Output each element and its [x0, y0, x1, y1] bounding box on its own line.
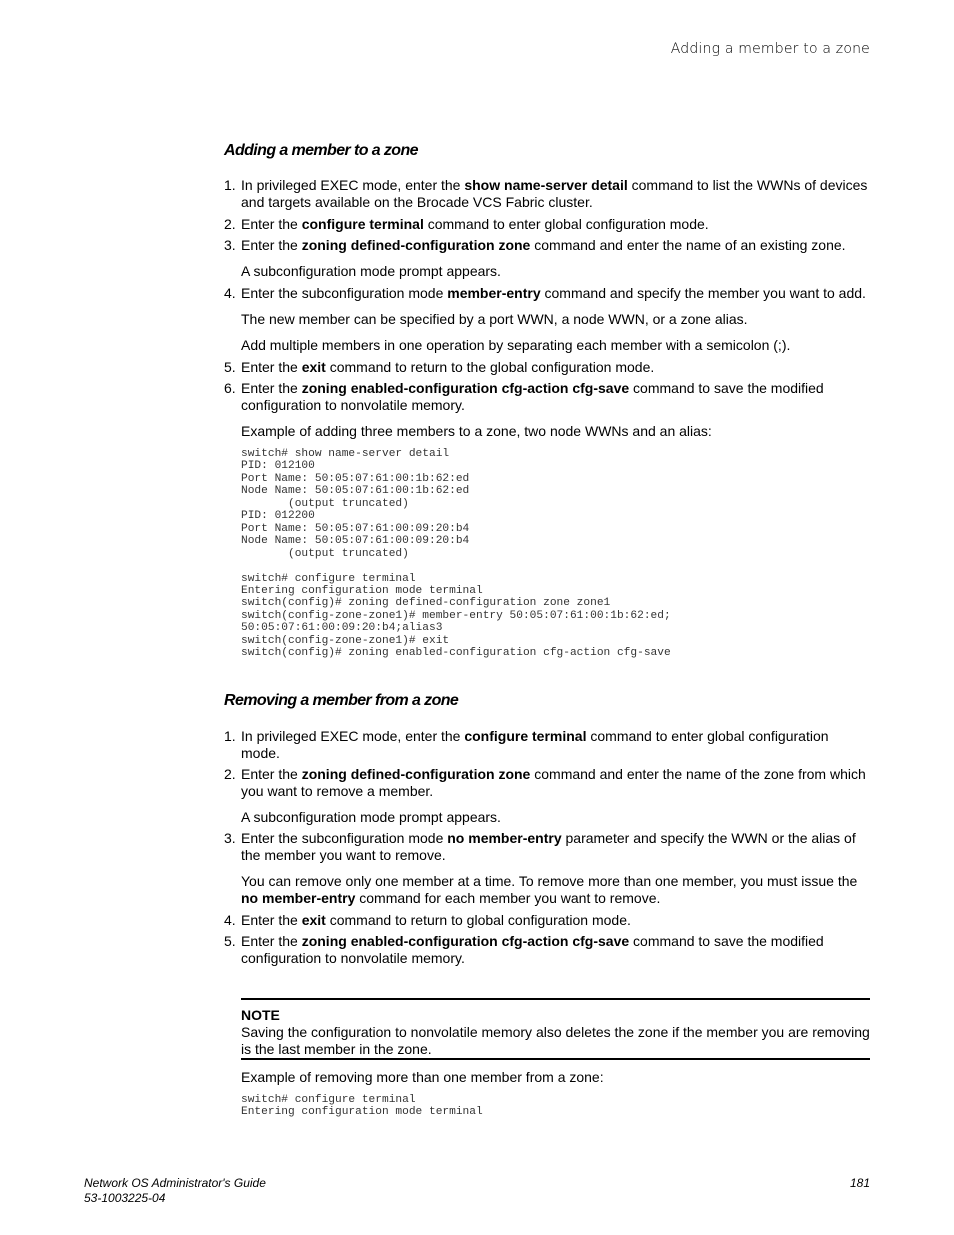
footer-doc-number: 53-1003225-04 — [84, 1191, 166, 1205]
note-title: NOTE — [241, 1007, 280, 1023]
step-text: Enter the — [241, 912, 302, 928]
step-number: 1. — [224, 177, 236, 193]
step-text: parameter and specify the WWN or the alias of the member you want to remove. — [241, 830, 856, 863]
section-heading-adding: Adding a member to a zone — [224, 142, 418, 159]
list-item — [224, 933, 870, 967]
step-text: command to return to the global configuration mode. — [325, 359, 655, 375]
list-item — [224, 237, 870, 254]
step-text: command to save the modified configuration to nonvolatile memory. — [241, 933, 824, 966]
step-text: Enter the — [241, 933, 302, 949]
step-number: 6. — [224, 380, 236, 396]
command-name: zoning defined-configuration zone — [301, 766, 531, 782]
step-number: 2. — [224, 766, 236, 782]
step-number: 2. — [224, 216, 236, 232]
step-number: 5. — [224, 359, 236, 375]
command-name: member-entry — [447, 285, 541, 301]
command-name: exit — [301, 359, 326, 375]
list-item — [224, 728, 870, 762]
list-item — [224, 912, 870, 929]
step-text: Enter the subconfiguration mode — [241, 285, 448, 301]
step-text: In privileged EXEC mode, enter the — [241, 728, 465, 744]
step-text: In privileged EXEC mode, enter the — [241, 177, 465, 193]
footer-doc-title: Network OS Administrator's Guide — [84, 1176, 266, 1190]
step-text: command and specify the member you want to add. — [540, 285, 866, 301]
step-number: 1. — [224, 728, 236, 744]
step-number: 5. — [224, 933, 236, 949]
section-heading-removing: Removing a member from a zone — [224, 692, 459, 709]
example-intro: Example of removing more than one member from a zone: — [241, 1069, 604, 1085]
paragraph — [241, 873, 870, 907]
page-number: 181 — [849, 1176, 870, 1190]
step-text: command and enter the name of the zone from which you want to remove a member. — [241, 766, 866, 799]
step-number: 3. — [224, 237, 236, 253]
footer-doc-info — [84, 1176, 266, 1206]
list-item — [224, 216, 870, 233]
step-text: command to enter global configuration mode. — [241, 728, 829, 761]
step-text: command to return to global configuration mode. — [325, 912, 631, 928]
step-text: Enter the — [241, 766, 302, 782]
command-name: zoning defined-configuration zone — [301, 237, 531, 253]
command-name: show name-server detail — [464, 177, 628, 193]
command-name: zoning enabled-configuration cfg-action cfg-save — [301, 380, 630, 396]
step-text: command to list the WWNs of devices and targets available on the Brocade VCS Fabric cluster. — [241, 177, 868, 210]
paragraph: The new member can be specified by a port WWN, a node WWN, or a zone alias. — [241, 311, 748, 327]
example-intro: Example of adding three members to a zone, two node WWNs and an alias: — [241, 423, 712, 439]
step-text: Enter the — [241, 380, 302, 396]
command-name: zoning enabled-configuration cfg-action cfg-save — [301, 933, 630, 949]
note-text: Saving the configuration to nonvolatile memory also deletes the zone if the member you are removing is the last member in the zone. — [241, 1024, 870, 1057]
note-bottom-rule — [241, 1058, 870, 1060]
step-number: 4. — [224, 285, 236, 301]
step-text: Enter the — [241, 237, 302, 253]
list-item — [224, 766, 870, 800]
step-text: Enter the subconfiguration mode — [241, 830, 448, 846]
list-item — [224, 380, 870, 414]
list-item — [224, 830, 870, 864]
paragraph: Add multiple members in one operation by separating each member with a semicolon (;). — [241, 337, 791, 353]
code-example: switch# configure terminal Entering configuration mode terminal — [241, 1094, 483, 1119]
command-name: configure terminal — [464, 728, 587, 744]
list-item — [224, 359, 870, 376]
paragraph: A subconfiguration mode prompt appears. — [241, 809, 501, 825]
step-text: Enter the — [241, 216, 302, 232]
step-number: 3. — [224, 830, 236, 846]
paragraph-text: You can remove only one member at a time. To remove more than one member, you must issue the — [241, 873, 858, 889]
step-text: command and enter the name of an existing zone. — [530, 237, 846, 253]
code-example: switch# show name-server detail PID: 012100 Port Name: 50:05:07:61:00:1b:62:ed Node Name: 50:05:07:61:00:1b:62:ed (output truncated) PID: 012200 Port Name: 50:05:07:61:00:09:20:b4 Node Name: 50:05:07:61:00:09:20:b4 (output truncated) switch# configure terminal Entering configuration mode terminal switch(config)# zoning defined-configuration zone zone1 switch(config-zone-zone1)# member-entry 50:05:07:61:00:1b:62:ed; 50:05:07:61:00:09:20:b4;alias3 switch(config-zone-zone1)# exit switch(config)# zoning enabled-configuration cfg-action cfg-save — [241, 448, 671, 660]
command-name: no member-entry — [241, 890, 356, 906]
step-number: 4. — [224, 912, 236, 928]
command-name: configure terminal — [301, 216, 424, 232]
paragraph: A subconfiguration mode prompt appears. — [241, 263, 501, 279]
paragraph-text: command for each member you want to remove. — [355, 890, 661, 906]
list-item — [224, 285, 870, 302]
command-name: exit — [301, 912, 326, 928]
running-header: Adding a member to a zone — [670, 41, 870, 57]
list-item — [224, 177, 870, 211]
note-top-rule — [241, 998, 870, 1000]
command-name: no member-entry — [447, 830, 562, 846]
step-text: command to save the modified configuration to nonvolatile memory. — [241, 380, 824, 413]
step-text: Enter the — [241, 359, 302, 375]
step-text: command to enter global configuration mode. — [423, 216, 709, 232]
